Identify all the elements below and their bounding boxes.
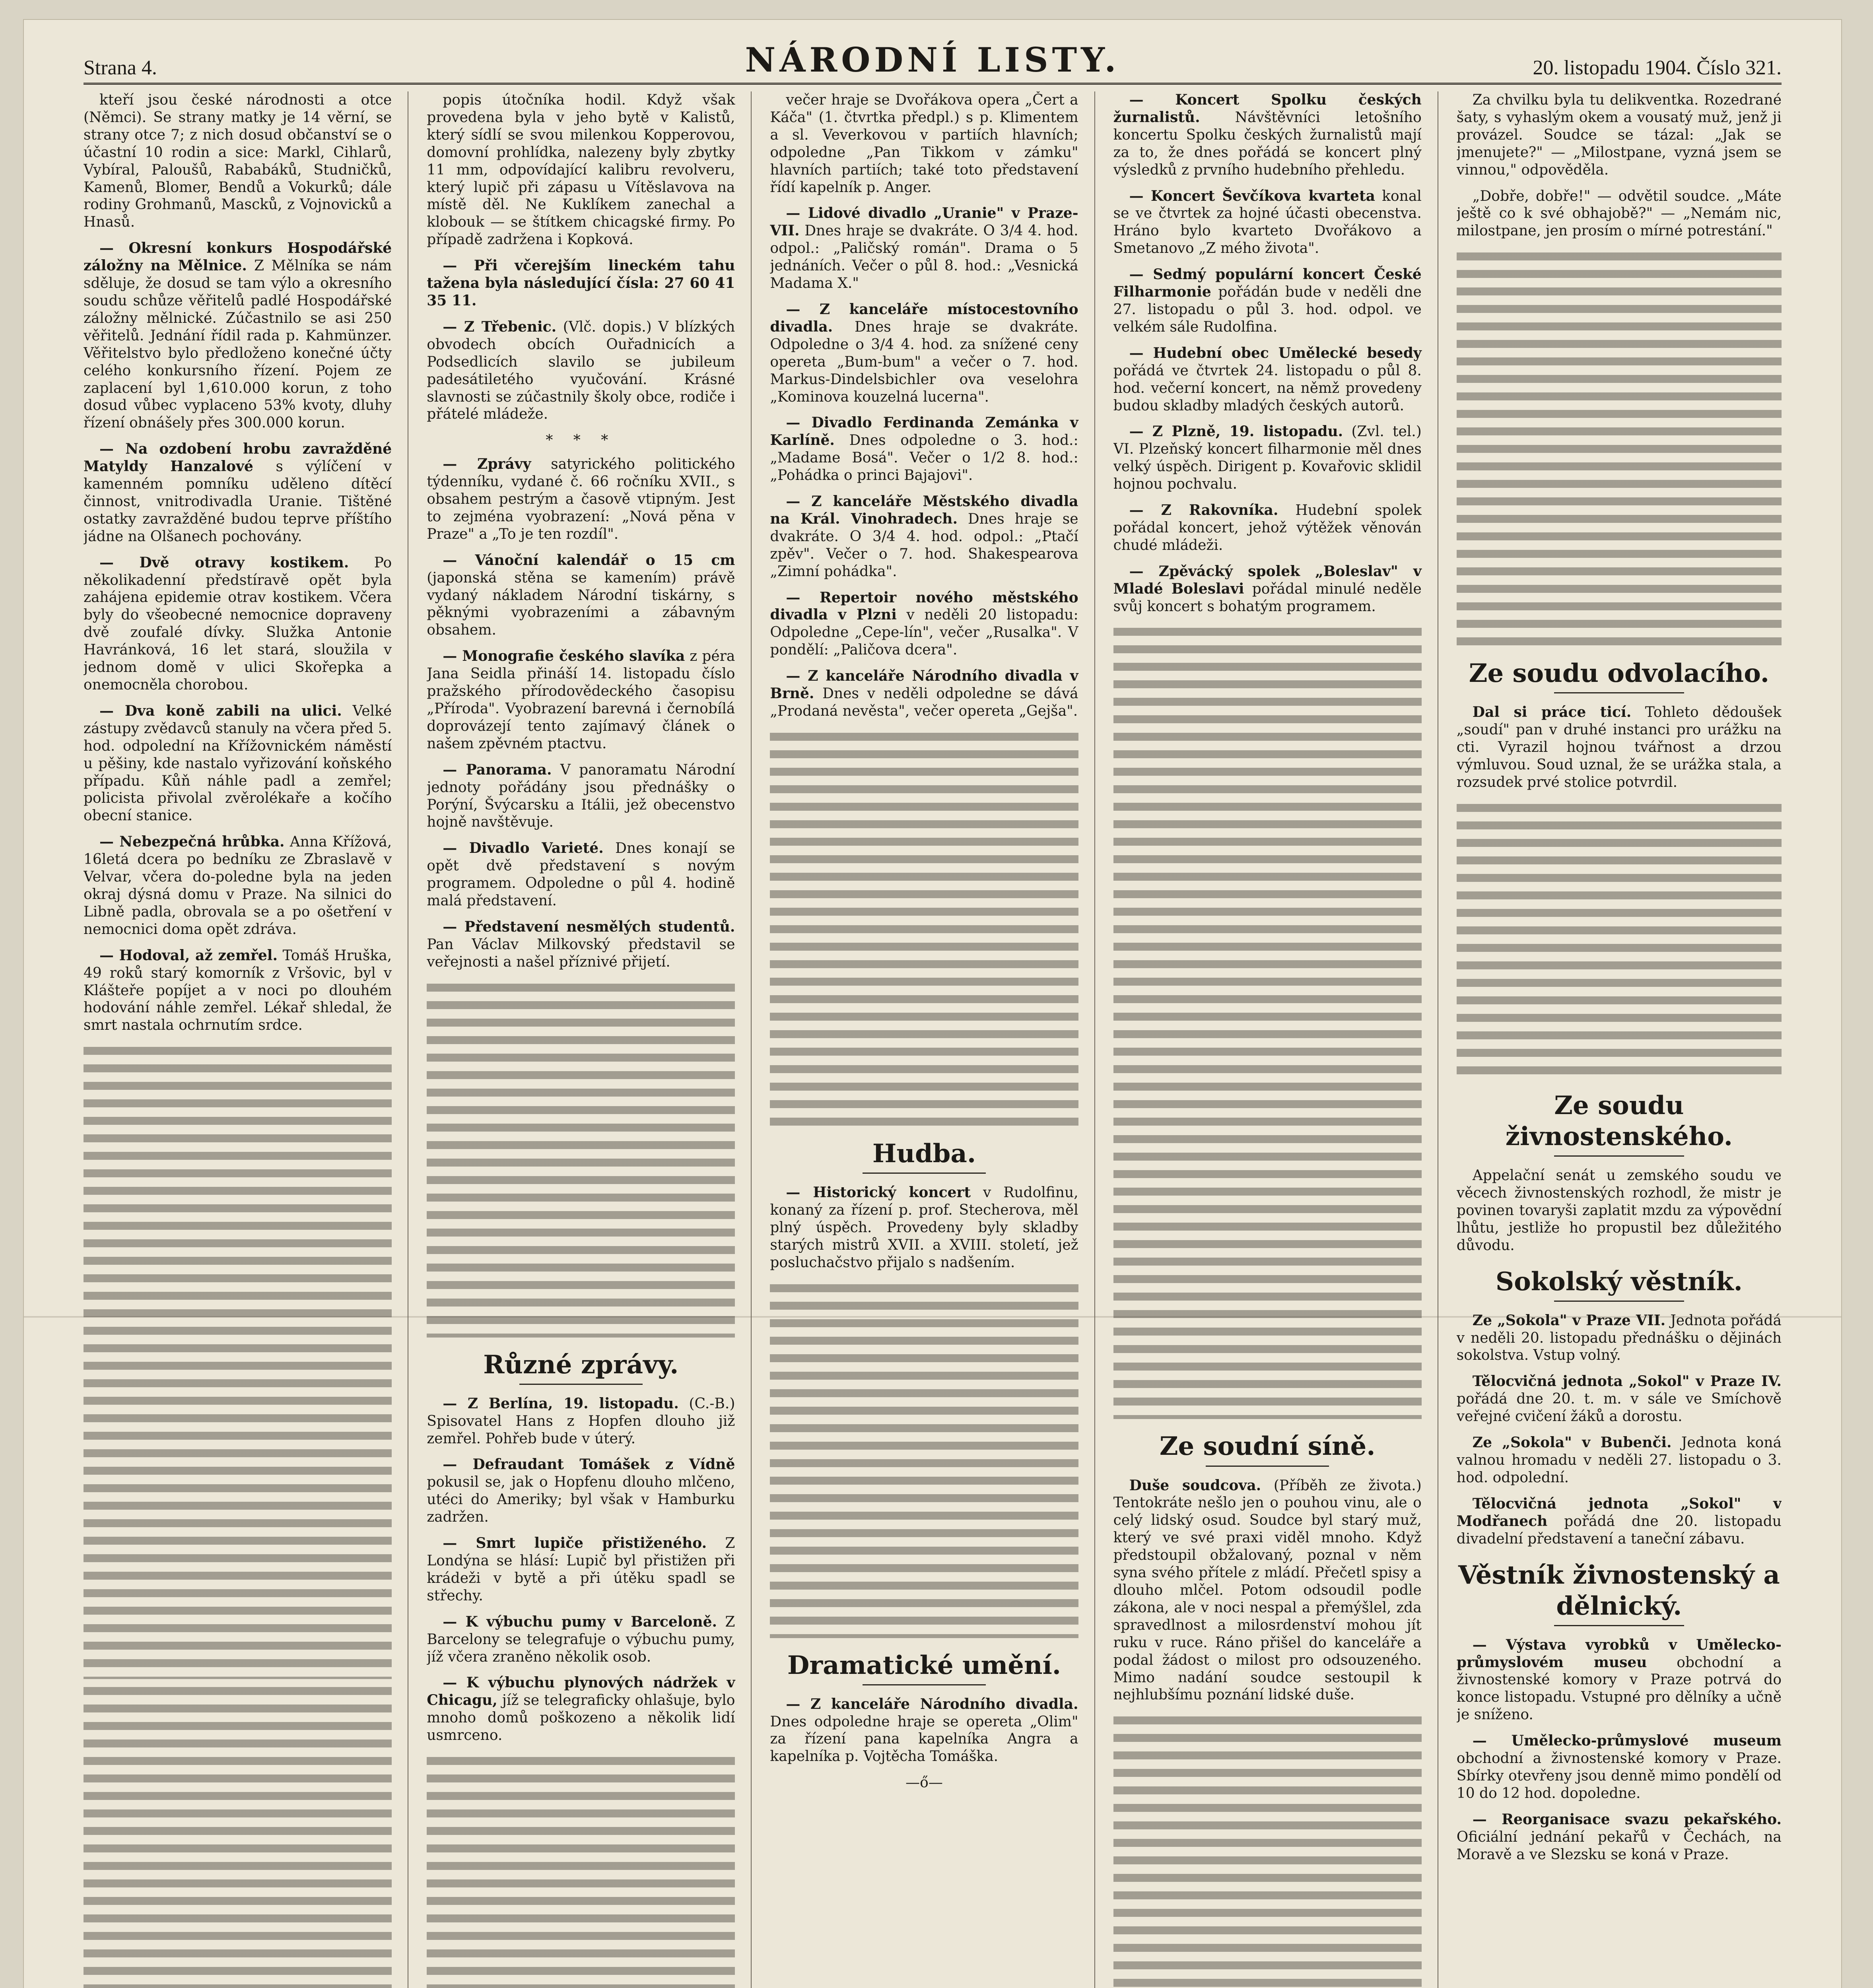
article-headline: — Dvě otravy kostikem. — [99, 554, 349, 571]
body-text-block — [84, 1043, 392, 1679]
article-text: „Dobře, dobře!" — odvětil soudce. „Máte ještě co k své obhajobě?" — „Nemám nic, milostpane, jen prosím o mírné potrestání." — [1456, 188, 1782, 239]
article-text: Dnes hraje se dvakráte. Odpoledne o 3/4 4. hod. za snížené ceny opereta „Bum-bum" a večer o 7. hod. Markus-Dindelsbichler ova veselohra „Kominova kouzelná lucerna". — [770, 318, 1078, 405]
article-text: (C.-B.) Spisovatel Hans z Hopfen dlouho již zemřel. Pohřeb bude v úterý. — [427, 1395, 735, 1447]
article-headline: — Vánoční kalendář o 15 cm — [443, 551, 735, 569]
article-headline: — Panorama. — [443, 761, 552, 778]
article — [1457, 1732, 1782, 1802]
article-text: v neděli 20 listopadu: Odpoledne „Cepe-lín", večer „Rusalka". V pondělí: „Paličova dcera". — [770, 607, 1078, 658]
body-text-block — [84, 1683, 392, 1988]
article — [427, 552, 735, 639]
section-rule — [1554, 692, 1684, 693]
article-headline: — Představení nesmělých studentů. — [443, 918, 735, 935]
article — [1113, 502, 1422, 554]
article-headline: Dal si práce ticí. — [1472, 704, 1632, 721]
section-heading-hudba: Hudba. — [872, 1138, 976, 1169]
article-headline: — Výstava vyrobků v Umělecko-průmyslovém museu — [1456, 1636, 1782, 1671]
article-text: Dnes v neděli odpoledne se dává „Prodaná nevěsta", večer opereta „Gejša". — [770, 685, 1078, 719]
article — [427, 918, 735, 971]
article-text: pořádal minulé neděle svůj koncert s bohatým programem. — [1113, 580, 1422, 615]
article — [427, 318, 735, 423]
article-headline: — K výbuchu plynových nádržek v Chicagu, — [427, 1674, 735, 1709]
section-rule — [1206, 1466, 1329, 1467]
article-text: Velké zástupy zvědavců stanuly na včera před 5. hod. odpolední na Křížovnickém náměstí u pěšiny, kde nastalo vyřizování koňského případu. Kůň náhle padl a zemřel; policista přivolal zvěrolékaře a kočího obecní stanice. — [84, 703, 392, 824]
article-headline: — Na ozdobení hrobu zavražděné Matyldy Hanzalové — [84, 441, 392, 475]
article — [770, 589, 1078, 659]
section-heading-ze-soudu-zivnostenskeho: Ze soudu živnostenského. — [1505, 1090, 1733, 1151]
article — [427, 1535, 735, 1605]
body-text-block — [770, 729, 1078, 1126]
section-rule — [863, 1684, 986, 1685]
section-separator: * * * — [546, 432, 616, 449]
article — [770, 414, 1078, 484]
article-text: Appelační senát u zemského soudu ve věcech živnostenských rozhodl, že mistr je povinen tovaryši zaplatit mzdu za výpovědní lhůtu, jestliže ho propustil bez důležitého důvodu. — [1456, 1167, 1782, 1254]
article-headline: — Koncert Spolku českých žurnalistů. — [1113, 91, 1422, 126]
article-headline: — Zpěvácký spolek „Boleslav" v Mladé Boleslavi — [1113, 563, 1422, 597]
article-text: Z Mělníka se nám sděluje, že dosud se tam výlo a okresního soudu schůze věřitelů padlé Hospodářské záložny mělnické. Zúčastnilo se asi 250 věřitelů. Jednání řídil rada p. Kahmünzer. Věřitelstvo bylo předloženo konečné účty celého konkursního řízení. Pojem ze zaplacení byl 1,610.000 korun, z toho dosud vůbec vyplaceno 53% kvoty, dluhy řízení obnášely přes 300.000 korun. — [84, 258, 392, 431]
article-headline: — K výbuchu pumy v Barceloně. — [443, 1613, 717, 1630]
column-3 — [770, 91, 1095, 1988]
article-text: konal se ve čtvrtek za hojné účasti obecenstva. Hráno bylo kvarteto Dvořákovo a Smetanovo „Z mého života". — [1113, 188, 1422, 257]
article-text: V panoramatu Národní jednoty pořádány jsou přednášky o Porýní, Švýcarsku a Itálii, jež obecenstvo hojně navštěvuje. — [427, 761, 735, 831]
article — [1457, 1312, 1782, 1365]
column-5 — [1457, 91, 1782, 1988]
article-text: pořádá ve čtvrtek 24. listopadu o půl 8. hod. večerní koncert, na němž provedeny budou skladby mladých českých autorů. — [1113, 362, 1422, 414]
article-text: Za chvilku byla tu delikventka. Rozedrané šaty, s vyhaslým okem a vousatý muž, jenž ji provázel. Soudce se tázal: „Jak se jmenujete?" — „Milostpane, vyzná jsem se vinnou," odpověděla. — [1456, 92, 1782, 178]
article — [1457, 1637, 1782, 1724]
article — [427, 1395, 735, 1448]
article-text: Dnes odpoledne o 3. hod.: „Madame Bosá". Večer o 1/2 8. hod.: „Pohádka o princi Bajajovi". — [770, 432, 1078, 484]
article — [770, 301, 1078, 406]
article-columns — [84, 91, 1782, 1988]
body-text-block — [427, 1753, 735, 1988]
section-rule — [1554, 1625, 1684, 1626]
article-headline: — Při včerejším lineckém tahu tažena byla následující čísla: 27 60 41 35 11. — [427, 257, 735, 309]
article — [770, 1184, 1078, 1272]
article-text: (japonská stěna se kamením) právě vydaný nákladem Národní tiskárny, s pěknými vyobrazeními a zábavným obsahem. — [427, 569, 735, 639]
article-text: Anna Křížová, 16letá dcera po bedníku ze Zbraslavě v Velvar, včera do-poledne byla na jeden okraj dýsná domu v Praze. Na silnici do Libně padla, obrovala se a po ošetření v nemocnici doma opět zdráva. — [84, 834, 392, 938]
article-headline: — Defraudant Tomášek z Vídně — [443, 1456, 735, 1473]
article-headline: — Z kanceláře Národního divadla v Brně. — [770, 668, 1078, 702]
section-heading-ze-soudu-odvolaciho: Ze soudu odvolacího. — [1469, 658, 1770, 689]
article-text: s výlíčení v kamenném pomníku uděleno dítěcí činnost, vnitrodivadla Uranie. Tištěné ostatky zavražděné budou teprve příštího jádne na Olšanech pochovány. — [84, 458, 392, 545]
article-headline: — Hodoval, až zemřel. — [99, 947, 278, 964]
article-end-mark: —ő— — [905, 1774, 943, 1791]
section-rule — [1554, 1301, 1684, 1302]
article — [1113, 188, 1422, 258]
article-headline: — Z Rakovníka. — [1129, 502, 1278, 519]
article-headline: — Okresní konkurs Hospodářské záložny na Mělnice. — [84, 240, 392, 274]
body-text-block — [770, 1280, 1078, 1638]
article-text: z péra Jana Seidla přináší 14. listopadu číslo pražského přírodovědeckého časopisu „Příroda". Vyobrazení barevná i černobílá doprovázejí tento zajímavý článek o našem zpěvném ptactvu. — [427, 648, 735, 752]
article-headline: — Z Třebenic. — [443, 318, 557, 335]
article-text: popis útočníka hodil. Když však provedena byla v jeho bytě v Kalistů, který sídlí se svou milenkou Kopperovou, domovní prohlídka, nalezeny byly zbytky 11 mm, odpovídající kalibru revolveru, který lupič při zápasu u Vítěslavova na místě děl. Ne Kuklíkem zanechal a klobouk — se štítkem chicagské firmy. Po případě zadržena i Kopková. — [427, 92, 735, 248]
article-text: Dnes odpoledne hraje se opereta „Olim" za řízení pana kapelníka Angra a kapelníka p. Vojtěcha Tomáška. — [770, 1713, 1078, 1765]
article — [427, 257, 735, 310]
article-text: (Zvl. tel.) VI. Plzeňský koncert filharmonie měl dnes velký úspěch. Dirigent p. Kovařovic sklidil hojnou pochvalu. — [1113, 423, 1422, 493]
article-text: Po několikadenní předstíravě opět byla zahájena epidemie otrav kostikem. Včera byly do všeobecné nemocnice dopraveny dvě zoufalé dívky. Služka Antonie Havránková, 16 let stará, sloužila v jednom domě v ulici Skořepka a onemocněla chorobou. — [84, 554, 392, 693]
article-text: Dnes hraje se dvakráte. O 3/4 4. hod. odpol.: „Ptačí zpěv". Večer o 7. hod. Shakespearova „Zimní pohádka". — [770, 511, 1078, 580]
article-headline: — Hudební obec Umělecké besedy — [1129, 344, 1422, 361]
article-headline: — Historický koncert — [786, 1184, 971, 1201]
article-headline: — Lidové divadlo „Uranie" v Praze-VII. — [770, 205, 1078, 239]
article — [427, 648, 735, 752]
article-text: kteří jsou české národnosti a otce (Němci). Se strany matky je 14 věrní, se strany otce 7; z nich dosud občanství se o účastní 10 rodin a sice: Markl, Cihlarů, Vybíral, Paloušů, Rababáků, Studničků, Kamenů, Blomer, Bendů a Vokurků; dále rodiny Grohmanů, Mascků, z Vojnovicků a Hnasů. — [84, 92, 392, 231]
article-text: obchodní a živnostenské komory v Praze potrvá do konce listopadu. Vstupné pro dělníky a učně je sníženo. — [1456, 1654, 1782, 1723]
article-text: Dnes hraje se dvakráte. O 3/4 4. hod. odpol.: „Paličský román". Drama o 5 jednáních. Večer o půl 8. hod.: „Vesnická Madama X." — [770, 223, 1078, 292]
section-heading-ze-soudni-sine: Ze soudní síně. — [1159, 1431, 1376, 1462]
article-headline: — Umělecko-průmyslové museum — [1472, 1732, 1782, 1749]
article-text: Jednota pořádá v neděli 20. listopadu přednášku o dějinách sokolstva. Vstup volný. — [1456, 1312, 1782, 1364]
article — [1113, 266, 1422, 336]
article-headline: — Z kanceláře místocestovního divadla. — [770, 301, 1078, 335]
article — [1457, 704, 1782, 791]
body-text-block — [1457, 248, 1782, 646]
article-headline: — Z kanceláře Městského divadla na Král. Vinohradech. — [770, 493, 1078, 527]
article — [1113, 345, 1422, 415]
article — [770, 668, 1078, 720]
article-headline: — Z Berlína, 19. listopadu. — [443, 1395, 679, 1412]
article — [1457, 1373, 1782, 1425]
article-headline: — Repertoir nového městského divadla v Plzni — [770, 589, 1078, 623]
article-text: večer hraje se Dvořákova opera „Čert a Káča" (1. čtvrtka předpl.) s p. Klimentem a sl. Veverkovou v partiích hlavních; odpoledne „Pan Tikkom v zámku" hlavních partiích; také toto představení řídí kapelník p. Anger. — [770, 92, 1078, 196]
article-text: Tomáš Hruška, 49 roků starý komorník z Vršovic, byl v Klášteře popíjet a v noci po dlouhém hodování náhle zemřel. Lékař shledal, že smrt nastala ochrnutím srdce. — [84, 947, 392, 1034]
article — [427, 1456, 735, 1526]
section-heading-sokolsky-vestnik: Sokolský věstník. — [1495, 1266, 1743, 1297]
article — [84, 441, 392, 545]
article-text: satyrického politického týdenníku, vydané č. 66 ročníku XVII., s obsahem pestrým a časově vtipným. Jest to zejména vyobrazení: „Nová pěna v Praze" a „To je ten rozdíl". — [427, 456, 735, 542]
article-text: obchodní a živnostenské komory v Praze. Sbírky otevřeny jsou denně mimo pondělí od 10 do 12 hod. dopoledne. — [1456, 1750, 1782, 1802]
article-headline: — Dva koně zabili na ulici. — [99, 702, 342, 719]
article — [84, 703, 392, 825]
article — [427, 1674, 735, 1744]
article-text: (Příběh ze života.) Tentokráte nešlo jen o pouhou vinu, ale o celý lidský osud. Soudce byl starý muž, který ve své praxi viděl mnoho. Když předstoupil obžalovaný, poznal v něm syna svého přítele z mládí. Přečetl spisy a dlouho mlčel. Potom odsoudil podle zákona, ale v noci nespal a přemýšlel, zda spravedlnost a milosrdenství mohou jít ruku v ruce. Ráno přišel do kanceláře a podal žádost o milost pro odsouzeného. Mimo nadání soudce sestoupil k nejhlubšímu poznání lidské duše. — [1113, 1477, 1422, 1703]
article-text: Pan Václav Milkovský představil se veřejnosti a našel příznivé přijetí. — [427, 936, 735, 970]
article-text: v Rudolfinu, konaný za řízení p. prof. Stecherova, měl plný úspěch. Provedeny byly skladby starých mistrů XVII. a XVIII. století, jež posluchačstvo přijalo s nadšením. — [770, 1184, 1078, 1271]
section-heading-vestnik-zivnostensky: Věstník živnostenský a dělnický. — [1458, 1560, 1780, 1621]
article-text: Hudební spolek pořádal koncert, jehož výtěžek věnován chudé mládeži. — [1113, 502, 1422, 553]
article-text: Jednota koná valnou hromadu v neděli 27. listopadu o 3. hod. odpolední. — [1456, 1435, 1782, 1486]
article-headline: — Nebezpečná hrůbka. — [99, 833, 285, 850]
article — [84, 554, 392, 694]
body-text-block — [427, 980, 735, 1338]
article — [1457, 1811, 1782, 1864]
article-text: Z Londýna se hlásí: Lupič byl přistižen při krádeži v bytě a při útěku spadl se střechy. — [427, 1535, 735, 1604]
newspaper-title: NÁRODNÍ LISTY. — [745, 40, 1120, 80]
article-text: jíž se telegraficky ohlašuje, bylo mnoho domů poškozeno a několik lidí usmrceno. — [427, 1692, 735, 1744]
article — [770, 1696, 1078, 1766]
article-text: Návštěvníci letošního koncertu Spolku českých žurnalistů mají za to, že dnes pořádá se koncert plný výsledků z prvního hudebního přehledu. — [1113, 109, 1422, 178]
article — [1113, 1477, 1422, 1704]
article — [770, 205, 1078, 292]
article — [84, 833, 392, 938]
article-headline: — Monografie českého slavíka — [443, 648, 685, 665]
article-text: Z Barcelony se telegrafuje o výbuchu pumy, jíž včera zraněno několik osob. — [427, 1613, 735, 1665]
article-headline: Tělocvičná jednota „Sokol" v Praze IV. — [1472, 1373, 1782, 1390]
newspaper-page — [24, 20, 1841, 1988]
article — [84, 240, 392, 432]
article-headline: — Reorganisace svazu pekařského. — [1472, 1811, 1782, 1828]
article-text: pořádá dne 20. t. m. v sále ve Smíchově veřejné cvičení žáků a dorostu. — [1456, 1391, 1782, 1425]
article-headline: Ze „Sokola" v Bubenči. — [1472, 1434, 1672, 1451]
article — [427, 1613, 735, 1666]
section-rule — [863, 1173, 986, 1174]
article — [1457, 1495, 1782, 1548]
article — [427, 840, 735, 910]
article-headline: — Z Plzně, 19. listopadu. — [1129, 423, 1343, 440]
article-headline: Ze „Sokola" v Praze VII. — [1472, 1312, 1666, 1329]
column-1 — [84, 91, 408, 1988]
section-rule — [519, 1384, 643, 1385]
article-text: pořádá dne 20. listopadu divadelní představení a taneční zábavu. — [1456, 1513, 1782, 1547]
article — [1113, 563, 1422, 615]
article-headline: Tělocvičná jednota „Sokol" v Modřanech — [1456, 1495, 1782, 1530]
article-headline: — Divadlo Varieté. — [443, 840, 604, 857]
article — [1113, 91, 1422, 179]
article-text: (Vlč. dopis.) V blízkých obvodech obcích Ouřadnicích a Podsedlicích slavilo se jubileum padesátiletého vyučování. Krásné slavnosti se zúčastnily školy obce, rodiče i přátelé mládeže. — [427, 318, 735, 423]
article-headline: Duše soudcova. — [1129, 1477, 1261, 1494]
article-text: Oficiální jednání pekařů v Čechách, na Moravě a ve Slezsku se koná v Praze. — [1456, 1829, 1782, 1863]
article — [1113, 423, 1422, 493]
article-headline: — Koncert Ševčíkova kvarteta — [1129, 187, 1375, 204]
page-number: Strana 4. — [84, 56, 157, 79]
masthead — [84, 36, 1782, 85]
body-text-block — [1457, 800, 1782, 1078]
article-text: pořádán bude v neděli dne 27. listopadu o půl 3. hod. odpol. ve velkém sále Rudolfina. — [1113, 284, 1422, 335]
article-headline: — Z kanceláře Národního divadla. — [786, 1695, 1078, 1712]
article-text: pokusil se, jak o Hopfenu dlouho mlčeno, utéci do Ameriky; byl však v Hamburku zadržen. — [427, 1474, 735, 1526]
section-heading-ruzne-zpravy: Různé zprávy. — [483, 1349, 679, 1380]
article — [1457, 1434, 1782, 1487]
issue-date: 20. listopadu 1904. Číslo 321. — [1533, 56, 1782, 79]
body-text-block — [1113, 1712, 1422, 1988]
column-4 — [1113, 91, 1438, 1988]
body-text-block — [1113, 624, 1422, 1419]
article-text: Tohleto dědoušek „soudí" pan v druhé instanci pro urážku na cti. Vyrazil hojnou tvářnost a drzou výmluvou. Soud uznal, že se urážka stala, a rozsudek prvé stolice potvrdil. — [1456, 704, 1782, 790]
article-headline: — Divadlo Ferdinanda Zemánka v Karlíně. — [770, 414, 1078, 449]
article-headline: — Zprávy — [443, 456, 531, 473]
article-headline: — Smrt lupiče přistiženého. — [443, 1535, 707, 1552]
article — [427, 761, 735, 831]
column-2 — [427, 91, 752, 1988]
section-rule — [1554, 1155, 1684, 1157]
article-text: Dnes konají se opět dvě představení s novým programem. Odpoledne o půl 4. hodině malá představení. — [427, 840, 735, 909]
section-heading-dramaticke-umeni: Dramatické umění. — [787, 1650, 1061, 1680]
article — [770, 493, 1078, 580]
article — [84, 947, 392, 1035]
article-headline: — Sedmý populární koncert České Filharmonie — [1113, 266, 1422, 301]
article — [427, 456, 735, 543]
